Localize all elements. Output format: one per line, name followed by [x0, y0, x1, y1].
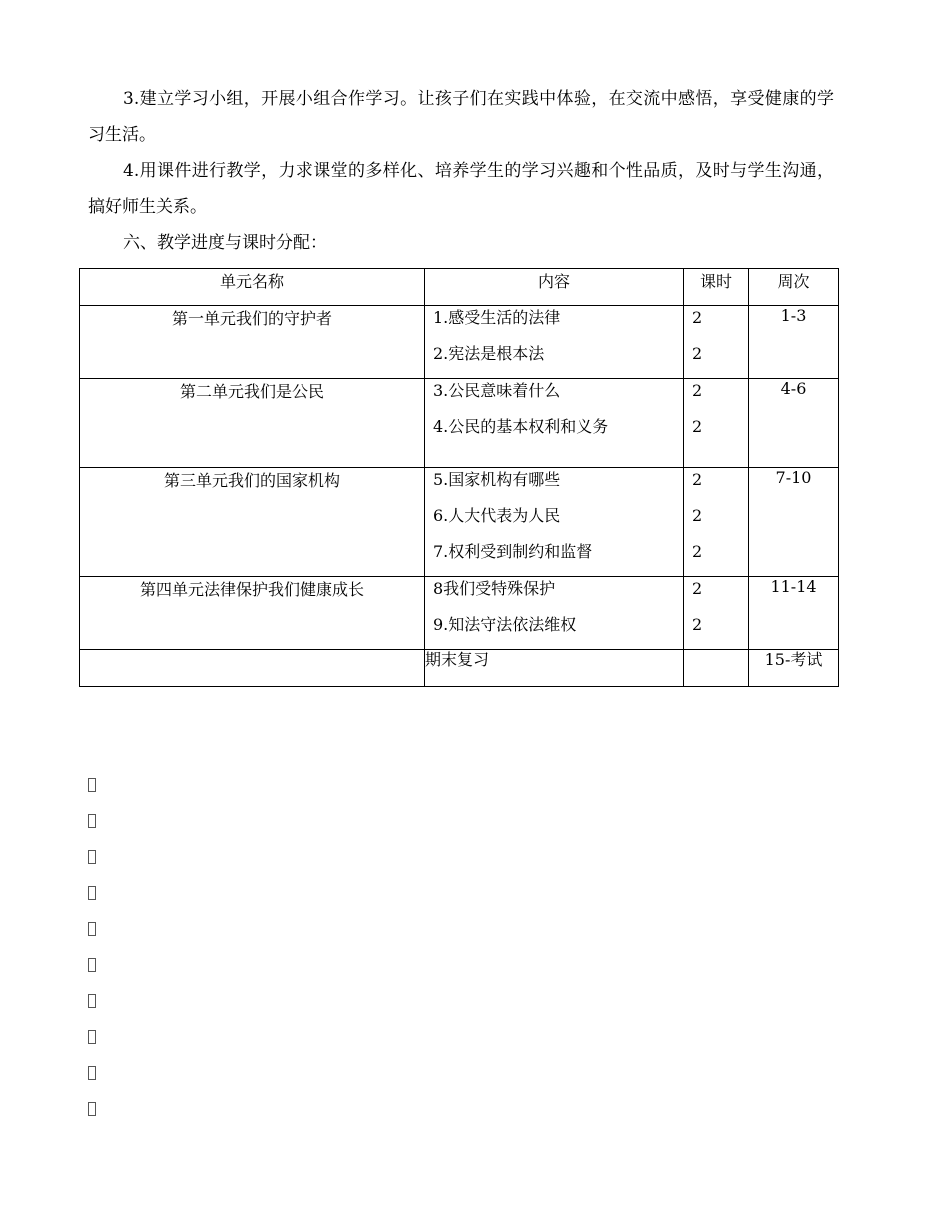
paragraph-3: 3.建立学习小组，开展小组合作学习。让孩子们在实践中体验，在交流中感悟，享受健康的学习生活。 — [88, 89, 834, 145]
header-hours: 课时 — [684, 269, 749, 306]
missing-glyph-box-icon — [88, 1030, 96, 1044]
missing-glyph-box-icon — [88, 1102, 96, 1116]
header-weeks: 周次 — [749, 269, 839, 306]
placeholder-line — [88, 989, 96, 1025]
hours-value: 2 — [692, 615, 703, 634]
missing-glyph-box-icon — [88, 778, 96, 792]
hours-value: 2 — [692, 506, 703, 525]
lesson-item: 4.公民的基本权利和义务 — [433, 417, 609, 436]
table-row — [80, 306, 839, 379]
placeholder-line — [88, 1097, 96, 1133]
hours-value: 2 — [692, 417, 703, 436]
lesson-item: 3.公民意味着什么 — [433, 381, 561, 400]
placeholder-line — [88, 1061, 96, 1097]
lesson-item: 8我们受特殊保护 — [433, 579, 556, 598]
lesson-item: 5.国家机构有哪些 — [433, 470, 561, 489]
schedule-table — [79, 268, 839, 687]
hours-value: 2 — [692, 308, 703, 327]
placeholder-line — [88, 809, 96, 845]
lesson-list — [425, 577, 684, 650]
table-row — [80, 468, 839, 577]
hours-value: 2 — [692, 542, 703, 561]
hours-list — [684, 468, 749, 577]
placeholder-line — [88, 773, 96, 809]
lesson-list — [425, 379, 684, 468]
placeholder-line — [88, 845, 96, 881]
missing-glyph-box-icon — [88, 958, 96, 972]
hours-value: 2 — [692, 381, 703, 400]
missing-glyph-box-icon — [88, 850, 96, 864]
lesson-list — [425, 468, 684, 577]
missing-glyph-box-icon — [88, 1066, 96, 1080]
lesson-item: 7.权利受到制约和监督 — [433, 542, 593, 561]
header-content: 内容 — [425, 269, 684, 306]
placeholder-line — [88, 1025, 96, 1061]
final-week: 15-考试 — [749, 650, 839, 687]
lesson-item: 6.人大代表为人民 — [433, 506, 561, 525]
missing-glyph-box-icon — [88, 886, 96, 900]
missing-glyph-box-icon — [88, 814, 96, 828]
lesson-item: 1.感受生活的法律 — [433, 308, 561, 327]
unit-name — [80, 650, 425, 687]
table-row-final — [80, 650, 839, 687]
table-row — [80, 379, 839, 468]
week-range: 7-10 — [749, 468, 839, 577]
lesson-list — [425, 306, 684, 379]
hours-list — [684, 306, 749, 379]
hours-value: 2 — [692, 579, 703, 598]
placeholder-line — [88, 881, 96, 917]
placeholder-line — [88, 917, 96, 953]
paragraph-4: 4.用课件进行教学，力求课堂的多样化、培养学生的学习兴趣和个性品质，及时与学生沟通，搞好师生关系。 — [88, 161, 834, 217]
unit-name: 第一单元我们的守护者 — [80, 306, 425, 379]
final-content: 期末复习 — [425, 650, 684, 687]
final-hours — [684, 650, 749, 687]
table-header-row — [80, 269, 839, 306]
week-range: 1-3 — [749, 306, 839, 379]
unit-name: 第二单元我们是公民 — [80, 379, 425, 468]
hours-value: 2 — [692, 344, 703, 363]
unit-name: 第三单元我们的国家机构 — [80, 468, 425, 577]
missing-glyph-box-icon — [88, 922, 96, 936]
missing-glyph-box-icon — [88, 994, 96, 1008]
section-heading: 六、教学进度与课时分配： — [123, 233, 327, 253]
header-unit: 单元名称 — [80, 269, 425, 306]
hours-list — [684, 577, 749, 650]
placeholder-line — [88, 953, 96, 989]
placeholder-glyph-list — [88, 773, 96, 1133]
unit-name: 第四单元法律保护我们健康成长 — [80, 577, 425, 650]
week-range: 4-6 — [749, 379, 839, 468]
hours-value: 2 — [692, 470, 703, 489]
table-row — [80, 577, 839, 650]
lesson-item: 2.宪法是根本法 — [433, 344, 545, 363]
hours-list — [684, 379, 749, 468]
lesson-spacer — [425, 451, 683, 467]
lesson-item: 9.知法守法依法维权 — [433, 615, 577, 634]
week-range: 11-14 — [749, 577, 839, 650]
